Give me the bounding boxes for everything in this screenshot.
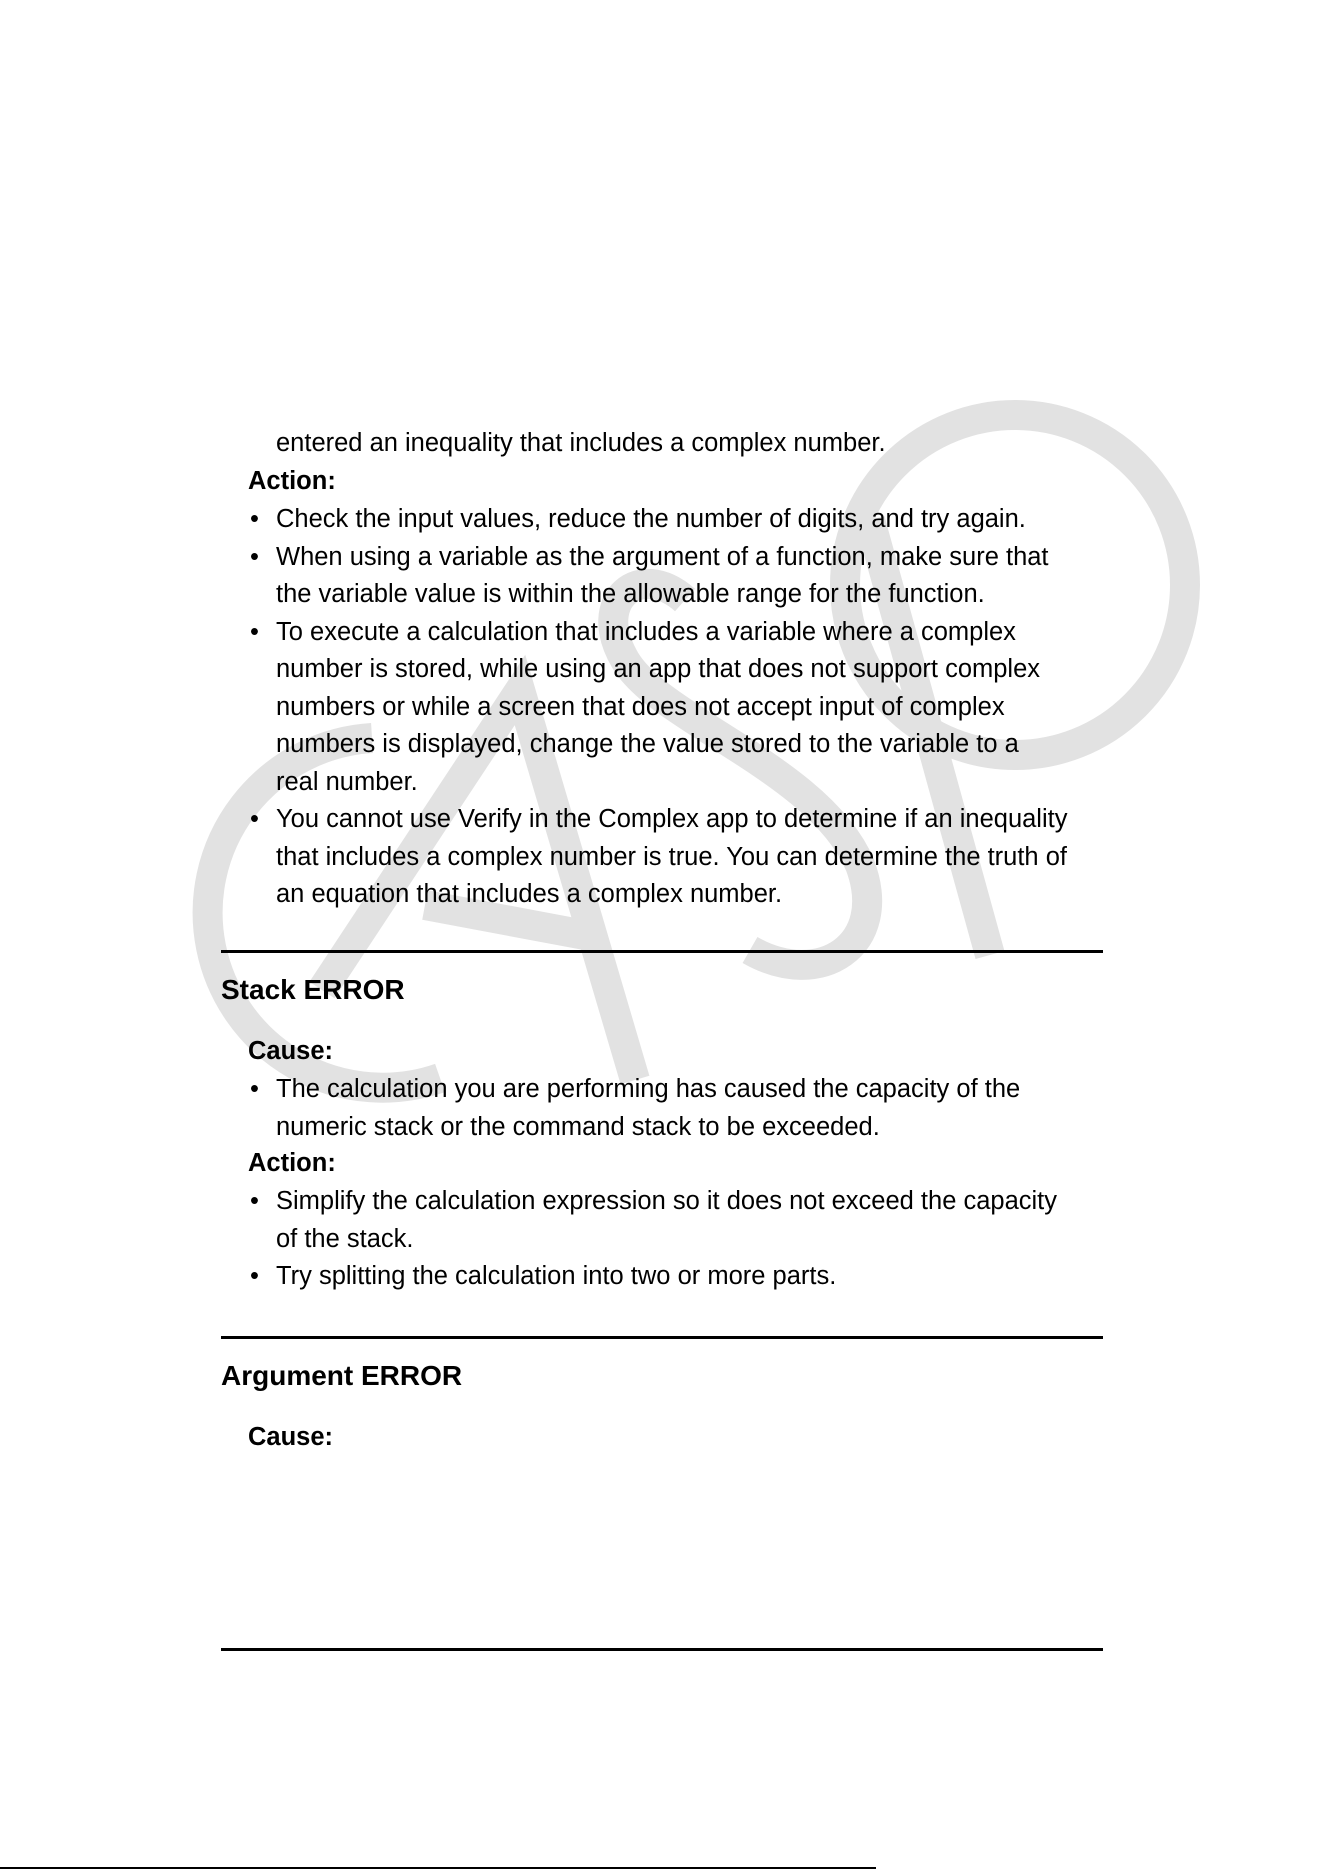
list-item-text: Try splitting the calculation into two or more parts.	[276, 1262, 837, 1290]
bullet-marker: •	[250, 805, 259, 833]
stack-error-heading: Stack ERROR	[221, 974, 405, 1005]
section-divider	[221, 950, 1103, 953]
stack-error-action-label: Action:	[248, 1149, 336, 1177]
section-divider	[221, 1336, 1103, 1339]
list-item-text: an equation that includes a complex number.	[276, 880, 783, 908]
argument-error-cause-label: Cause:	[248, 1423, 334, 1451]
bullet-marker: •	[250, 1075, 259, 1103]
page-bottom-rule	[0, 1867, 876, 1869]
list-item-text: of the stack.	[276, 1224, 414, 1253]
list-item-text: You cannot use Verify in the Complex app to determine if an inequality	[276, 805, 1068, 833]
list-item-text: the variable value is within the allowable range for the function.	[276, 580, 985, 608]
section-divider	[221, 1648, 1103, 1651]
list-item-text: that includes a complex number is true. You can determine the truth of	[276, 842, 1067, 871]
bullet-marker: •	[250, 505, 259, 533]
list-item-text: The calculation you are performing has caused the capacity of the	[276, 1075, 1021, 1103]
list-item-text: number is stored, while using an app that does not support complex	[276, 655, 1041, 683]
list-item-text: Simplify the calculation expression so it does not exceed the capacity	[276, 1187, 1058, 1215]
list-item-text: When using a variable as the argument of a function, make sure that	[276, 542, 1049, 571]
list-item-text: To execute a calculation that includes a variable where a complex	[276, 617, 1016, 646]
stack-error-cause-label: Cause:	[248, 1037, 334, 1065]
bullet-marker: •	[250, 617, 259, 646]
argument-error-heading: Argument ERROR	[221, 1360, 463, 1391]
list-item-text: numbers or while a screen that does not accept input of complex	[276, 692, 1005, 721]
list-item-text: numeric stack or the command stack to be exceeded.	[276, 1112, 880, 1141]
action-label: Action:	[248, 467, 336, 495]
list-item-text: real number.	[276, 767, 418, 796]
bullet-marker: •	[250, 542, 259, 571]
bullet-marker: •	[250, 1187, 259, 1215]
bullet-marker: •	[250, 1262, 259, 1290]
cause-continuation-text: entered an inequality that includes a complex number.	[276, 429, 886, 457]
list-item-text: numbers is displayed, change the value stored to the variable to a	[276, 730, 1019, 758]
list-item-text: Check the input values, reduce the number of digits, and try again.	[276, 505, 1026, 533]
